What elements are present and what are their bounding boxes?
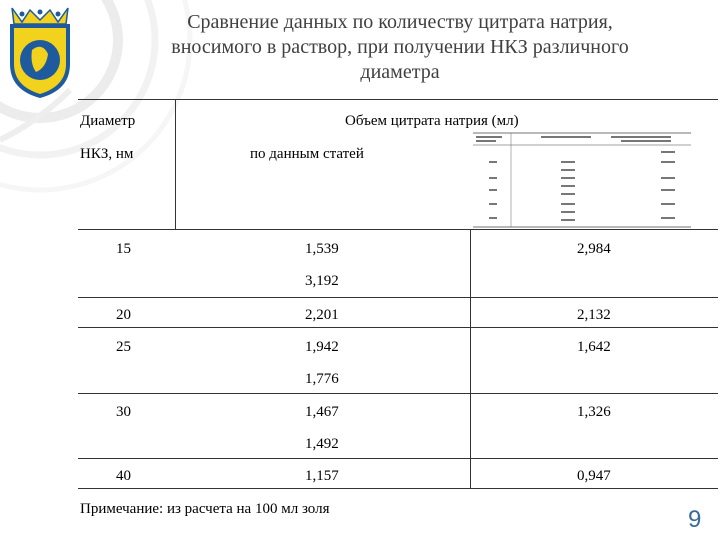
page-number: 9 (688, 506, 702, 533)
row-rule-30 (78, 458, 718, 459)
embedded-reference-table-image (471, 131, 693, 229)
row-15-articles: 1,539 (305, 241, 339, 257)
row-15-articles-extra: 3,192 (305, 273, 339, 289)
row-40-diameter: 40 (116, 468, 131, 484)
row-40-calc: 0,947 (577, 468, 611, 484)
title-line-3: диаметра (360, 61, 440, 83)
row-rule-header (78, 229, 718, 230)
row-25-calc: 1,642 (577, 339, 611, 355)
row-rule-25 (78, 393, 718, 394)
row-rule-20 (78, 327, 718, 328)
table-top-rule (78, 99, 718, 100)
row-40-articles: 1,157 (305, 468, 339, 484)
row-25-diameter: 25 (116, 339, 131, 355)
column-divider-2 (470, 230, 471, 488)
row-rule-15 (78, 297, 718, 298)
table-footnote: Примечание: из расчета на 100 мл золя (80, 501, 330, 517)
row-30-articles-extra: 1,492 (305, 436, 339, 452)
row-30-calc: 1,326 (577, 404, 611, 420)
header-by-articles: по данным статей (250, 146, 364, 162)
row-15-diameter: 15 (116, 241, 131, 257)
column-divider-1 (175, 99, 176, 229)
table-bottom-rule (78, 488, 718, 489)
title-line-1: Сравнение данных по количеству цитрата натрия, (187, 11, 613, 33)
header-diameter-line2: НКЗ, нм (80, 146, 134, 162)
row-25-articles: 1,942 (305, 339, 339, 355)
row-20-articles: 2,201 (305, 307, 339, 323)
slide-title (100, 10, 700, 85)
row-20-calc: 2,132 (577, 307, 611, 323)
row-30-articles: 1,467 (305, 404, 339, 420)
row-20-diameter: 20 (116, 307, 131, 323)
header-diameter-line1: Диаметр (80, 113, 136, 129)
row-25-articles-extra: 1,776 (305, 371, 339, 387)
header-volume: Объем цитрата натрия (мл) (345, 113, 519, 129)
row-15-calc: 2,984 (577, 241, 611, 257)
title-line-2: вносимого в раствор, при получении НКЗ различного (171, 36, 629, 58)
emblem-logo (2, 2, 78, 102)
row-30-diameter: 30 (116, 404, 131, 420)
